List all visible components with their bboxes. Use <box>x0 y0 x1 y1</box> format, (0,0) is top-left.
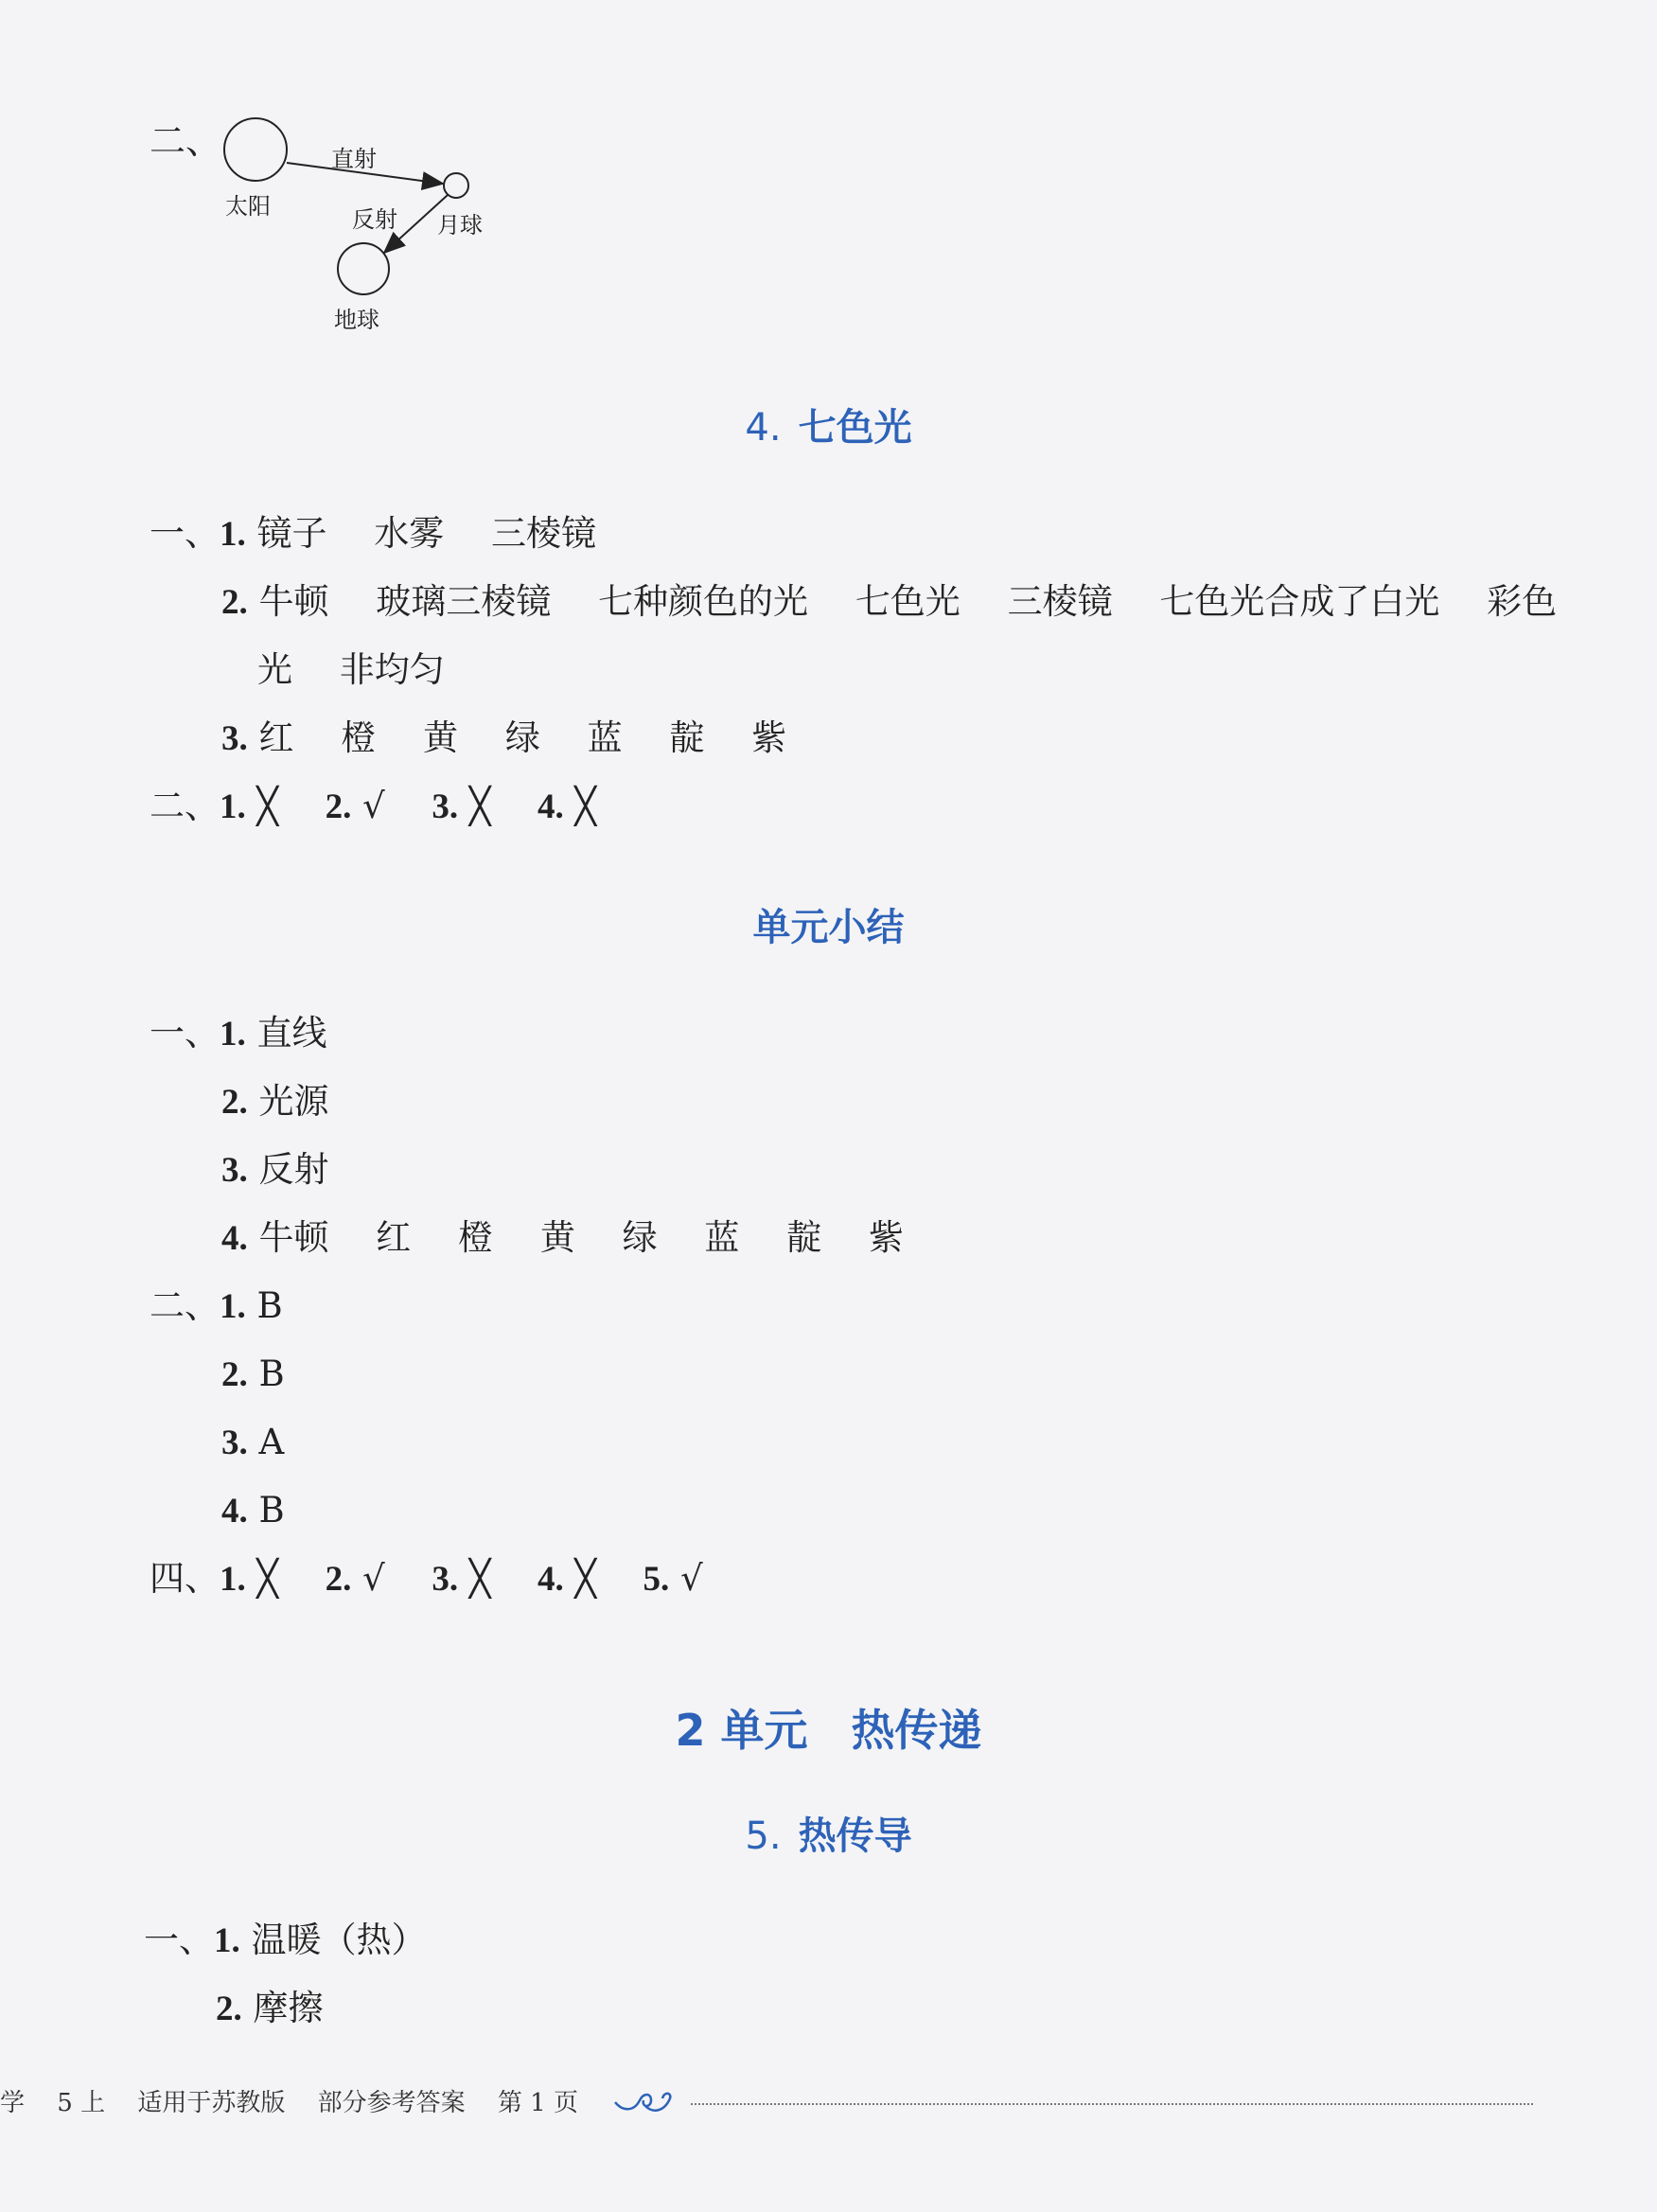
summary-part4-prefix: 四、 <box>150 1558 220 1599</box>
sec4-line-1 <box>150 511 596 557</box>
section-5-number: 5. <box>745 1814 782 1858</box>
summary-p1-line-1 <box>150 1011 327 1057</box>
sec4-line-2 <box>221 579 1557 626</box>
answer-item: 反射 <box>258 1149 329 1190</box>
answer-item: 三棱镜 <box>1007 581 1113 622</box>
page-footer <box>0 2083 603 2118</box>
question-number: 3. <box>221 1151 248 1190</box>
answer-item: 水雾 <box>374 513 445 554</box>
color-item: 橙 <box>341 717 377 758</box>
summary-p4-line <box>150 1556 703 1602</box>
moon-label: 月球 <box>437 212 483 239</box>
answer-item: 温暖（热） <box>251 1920 427 1960</box>
summary-part1-prefix: 一、 <box>150 1013 220 1053</box>
answer-item: 七色光合成了白光 <box>1159 581 1440 622</box>
answer-item: 彩色 <box>1487 581 1558 622</box>
color-item: 绿 <box>622 1217 658 1258</box>
judge-number: 1. <box>220 1560 246 1599</box>
sun-circle <box>224 118 287 181</box>
answer-item: 玻璃三棱镜 <box>376 581 552 622</box>
summary-p2-line-2 <box>221 1352 285 1398</box>
summary-part2-prefix: 二、 <box>150 1285 220 1326</box>
judge-mark: √ <box>362 1558 385 1599</box>
answer-item: 牛顿 <box>258 581 329 622</box>
question-number: 4. <box>221 1492 248 1531</box>
judge-mark: √ <box>680 1558 703 1599</box>
answer-item: 光源 <box>258 1081 329 1122</box>
judge-mark: ╳ <box>256 1558 278 1599</box>
judge-mark: ╳ <box>468 786 491 826</box>
judge-mark: √ <box>362 786 385 826</box>
color-item: 橙 <box>458 1217 494 1258</box>
answer-item: 直线 <box>256 1013 327 1053</box>
footer-subject: 学 <box>0 2089 26 2117</box>
judge-number: 3. <box>432 787 459 826</box>
footer-dotted-rule <box>691 2103 1533 2105</box>
answer-item: 牛顿 <box>258 1217 329 1258</box>
earth-circle <box>338 243 389 294</box>
summary-p2-line-4 <box>221 1488 285 1534</box>
wave-ornament-icon <box>613 2087 676 2114</box>
section-5-heading <box>0 1806 1657 1860</box>
summary-p2-line-1 <box>150 1283 283 1330</box>
footer-edition: 适用于苏教版 <box>137 2089 286 2117</box>
color-item: 靛 <box>786 1217 822 1258</box>
answer-item: 光 <box>257 649 292 690</box>
answer-item: 七色光 <box>855 581 961 622</box>
reflect-label: 反射 <box>352 206 397 233</box>
answer-item: A <box>258 1422 285 1462</box>
sec5-line-2 <box>216 1986 324 2032</box>
sec4-judge-line <box>150 784 596 830</box>
footer-page-number: 第 1 页 <box>497 2089 578 2117</box>
sec4-q2-number: 2. <box>221 583 248 622</box>
direct-label: 直射 <box>331 146 377 172</box>
judge-mark: ╳ <box>256 786 278 826</box>
answer-item: 七种颜色的光 <box>598 581 809 622</box>
sec4-part2-prefix: 二、 <box>150 786 220 826</box>
question-number: 1. <box>220 1015 246 1053</box>
judge-number: 2. <box>325 787 352 826</box>
judge-mark: ╳ <box>574 786 596 826</box>
answer-item: B <box>258 1354 285 1394</box>
sec4-line-2-cont <box>257 647 445 693</box>
color-item: 红 <box>258 717 294 758</box>
sec4-q3-number: 3. <box>221 719 248 758</box>
sec4-part1-prefix: 一、 <box>150 513 220 554</box>
summary-p2-line-3 <box>221 1420 284 1466</box>
judge-mark: ╳ <box>468 1558 491 1599</box>
answer-item: B <box>258 1490 285 1531</box>
color-item: 红 <box>376 1217 412 1258</box>
answer-item: 三棱镜 <box>491 513 597 554</box>
earth-label: 地球 <box>334 307 379 333</box>
color-item: 蓝 <box>704 1217 740 1258</box>
color-item: 黄 <box>423 717 459 758</box>
question-number: 1. <box>214 1921 240 1960</box>
judge-number: 4. <box>537 1560 564 1599</box>
moon-circle <box>444 173 468 198</box>
judge-mark: ╳ <box>574 1558 596 1599</box>
judge-number: 4. <box>537 787 564 826</box>
question-number: 1. <box>220 1287 246 1326</box>
sec5-part1-prefix: 一、 <box>144 1920 214 1960</box>
diagram-prefix: 二、 <box>150 120 222 162</box>
sec5-line-1 <box>144 1918 427 1964</box>
section-4-title: 七色光 <box>798 406 912 450</box>
section-5-title: 热传导 <box>798 1814 912 1858</box>
judge-number: 1. <box>220 787 246 826</box>
summary-p1-line-2 <box>221 1079 329 1125</box>
summary-p1-line-3 <box>221 1147 329 1194</box>
answer-item: 摩擦 <box>253 1988 324 2028</box>
question-number: 2. <box>221 1355 248 1394</box>
footer-doc-title: 部分参考答案 <box>317 2089 466 2117</box>
judge-number: 2. <box>325 1560 352 1599</box>
question-number: 4. <box>221 1219 248 1258</box>
answer-item: 镜子 <box>256 513 327 554</box>
answer-item: B <box>256 1285 283 1326</box>
color-item: 绿 <box>504 717 540 758</box>
judge-number: 3. <box>432 1560 459 1599</box>
color-item: 紫 <box>751 717 787 758</box>
color-item: 靛 <box>669 717 705 758</box>
sun-label: 太阳 <box>225 193 271 220</box>
summary-p1-line-4 <box>221 1215 904 1262</box>
color-item: 黄 <box>539 1217 575 1258</box>
question-number: 2. <box>221 1083 248 1122</box>
section-4-heading <box>0 398 1657 451</box>
footer-grade: 5 上 <box>57 2089 106 2117</box>
summary-heading: 单元小结 <box>752 906 905 949</box>
color-item: 蓝 <box>587 717 623 758</box>
color-item: 紫 <box>868 1217 904 1258</box>
sec4-q1-number: 1. <box>220 515 246 554</box>
question-number: 3. <box>221 1424 248 1462</box>
answer-item: 非均匀 <box>339 649 445 690</box>
judge-number: 5. <box>643 1560 670 1599</box>
question-number: 2. <box>216 1990 242 2028</box>
sec4-line-3 <box>221 716 786 762</box>
section-4-number: 4. <box>745 406 782 450</box>
unit-2-heading: 2 单元 热传递 <box>675 1705 982 1756</box>
